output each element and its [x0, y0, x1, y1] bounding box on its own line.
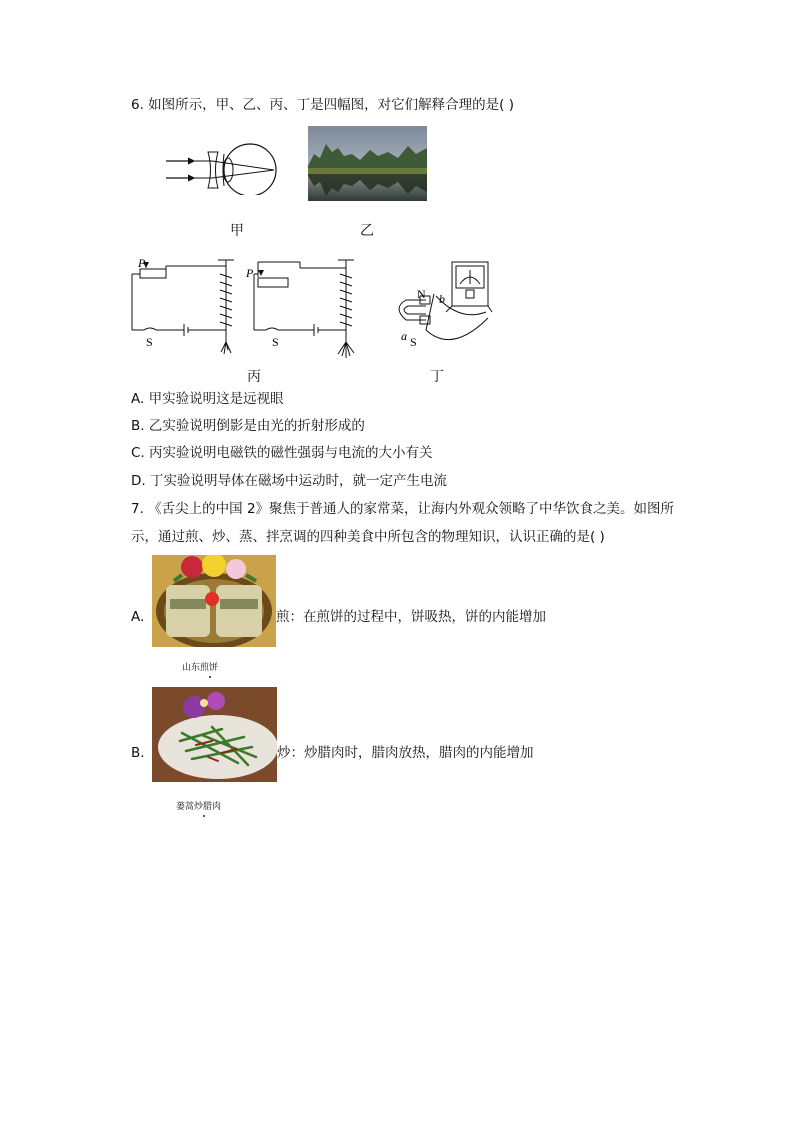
rheostat-label-p1: P — [138, 256, 146, 270]
q7-option-b-caption: 蒌蒿炒腊肉 — [176, 802, 222, 812]
stir-fry-photo — [152, 687, 277, 782]
magnet-pole-n: N — [417, 287, 426, 301]
pancake-photo — [152, 555, 276, 647]
switch-label-s1: S — [146, 335, 153, 349]
q7-option-a-text: 煎：在煎饼的过程中，饼吸热，饼的内能增加 — [276, 609, 546, 625]
wire-end-a: a — [401, 329, 407, 343]
q7-option-a-caption: 山东煎饼 — [182, 663, 219, 673]
figure-label-yi: 乙 — [360, 223, 374, 239]
figure-label-jia: 甲 — [230, 223, 244, 239]
q6-stem: 6. 如图所示，甲、乙、丙、丁是四幅图，对它们解释合理的是( ) — [131, 97, 514, 113]
q6-option-c: C. 丙实验说明电磁铁的磁性强弱与电流的大小有关 — [131, 445, 433, 461]
wire-end-b: b — [439, 292, 445, 306]
q7-option-b-text: 炒：炒腊肉时，腊肉放热，腊肉的内能增加 — [277, 745, 534, 761]
q7-option-b-letter: B. — [131, 745, 145, 761]
q6-option-d: D. 丁实验说明导体在磁场中运动时，就一定产生电流 — [131, 473, 447, 489]
q7-stem-line2: 示，通过煎、炒、蒸、拌烹调的四种美食中所包含的物理知识，认识正确的是( ) — [131, 529, 605, 545]
q7-option-a-letter: A. — [131, 609, 145, 625]
rheostat-label-p2: P — [246, 266, 254, 280]
switch-label-s2: S — [272, 335, 279, 349]
caption-dot — [203, 815, 205, 817]
electromagnet-circuits-figure — [124, 252, 376, 364]
landscape-reflection-photo — [308, 126, 427, 201]
eye-lens-figure — [164, 140, 286, 195]
q6-option-b: B. 乙实验说明倒影是由光的折射形成的 — [131, 418, 365, 434]
caption-dot — [209, 676, 211, 678]
q6-option-a: A. 甲实验说明这是远视眼 — [131, 391, 284, 407]
figure-label-bing: 丙 — [247, 369, 261, 385]
magnet-pole-s: S — [410, 335, 417, 349]
induction-galvanometer-figure — [390, 258, 494, 352]
q7-stem-line1: 7. 《舌尖上的中国 2》聚焦于普通人的家常菜，让海内外观众领略了中华饮食之美。如图所 — [131, 501, 675, 517]
figure-label-ding: 丁 — [430, 369, 444, 385]
